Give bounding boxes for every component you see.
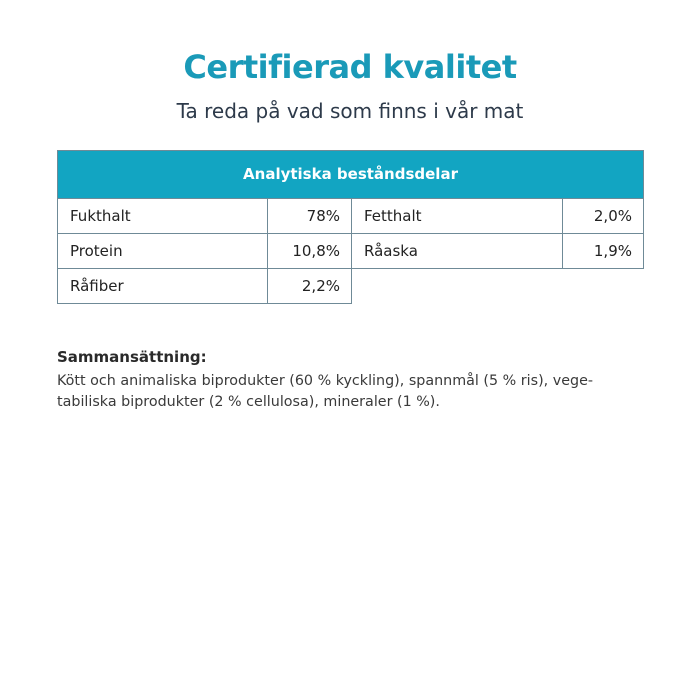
cell-label-rafiber: Råfiber [57,268,268,304]
cell-value-fukthalt: 78% [267,198,352,234]
cell-value-rafiber: 2,2% [267,268,352,304]
cell-label-fukthalt: Fukthalt [57,198,268,234]
composition-text-line: tabiliska biprodukter (2 % cellulosa), mineraler (1 %). [57,394,440,410]
cell-value-raaska: 1,9% [562,233,644,269]
cell-label-raaska: Råaska [351,233,563,269]
table-header: Analytiska beståndsdelar [57,150,644,199]
cell-label-protein: Protein [57,233,268,269]
cell-value-fetthalt: 2,0% [562,198,644,234]
page-title: Certifierad kvalitet [183,48,517,86]
cell-value-protein: 10,8% [267,233,352,269]
composition-text-line: Kött och animaliska biprodukter (60 % kyckling), spannmål (5 % ris), vege- [57,373,594,389]
cell-label-fetthalt: Fetthalt [351,198,563,234]
page-subtitle: Ta reda på vad som finns i vår mat [176,99,524,123]
composition-heading: Sammansättning: [57,348,207,366]
